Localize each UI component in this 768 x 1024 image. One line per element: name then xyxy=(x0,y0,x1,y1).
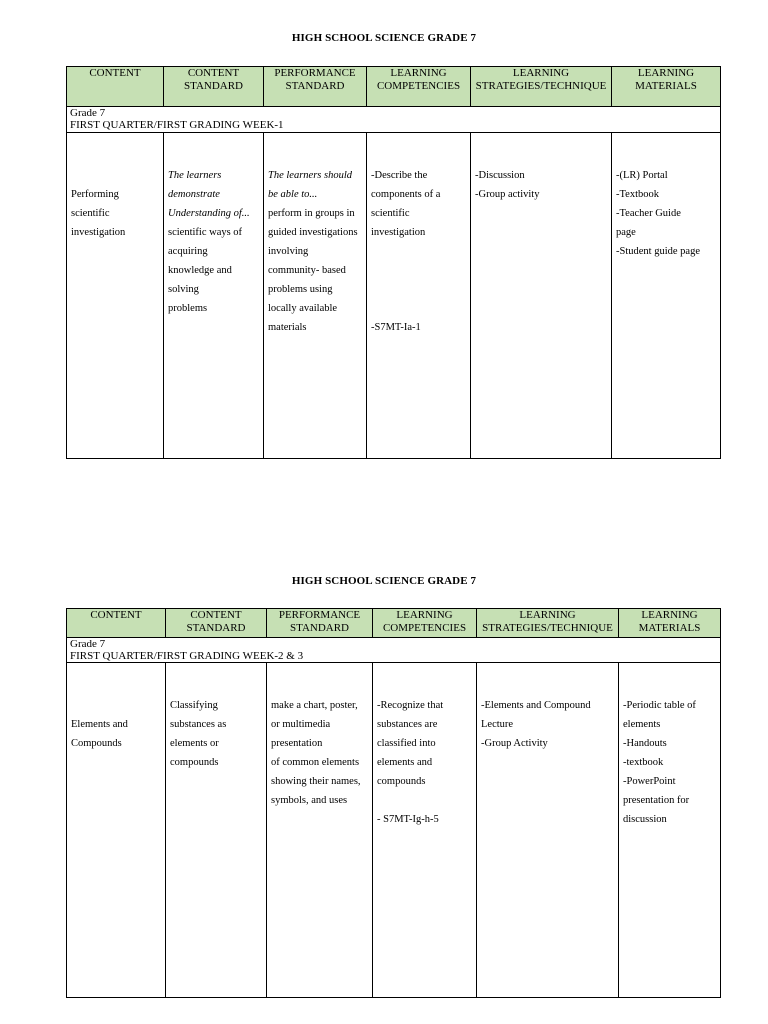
competency-code: - S7MT-Ig-h-5 xyxy=(377,814,439,825)
grade-period-row xyxy=(67,638,721,663)
content-cell: Performing scientific investigation xyxy=(67,133,164,459)
page-title-1: HIGH SCHOOL SCIENCE GRADE 7 xyxy=(291,32,477,44)
content-row xyxy=(67,133,721,459)
materials-cell: -Periodic table of elements -Handouts -textbook -PowerPoint presentation for discussion xyxy=(619,663,721,998)
header-learning-strategies: LEARNING STRATEGIES/TECHNIQUE xyxy=(471,67,612,107)
header-learning-materials: LEARNING MATERIALS xyxy=(612,67,721,107)
content-standard-cell: The learners demonstrate Understanding of... scientific ways of acquiring knowledge and solving problems xyxy=(164,133,264,459)
header-content-standard: CONTENT STANDARD xyxy=(166,609,267,638)
header-content-standard: CONTENT STANDARD xyxy=(164,67,264,107)
header-learning-competencies: LEARNING COMPETENCIES xyxy=(373,609,477,638)
materials-cell: -(LR) Portal -Textbook -Teacher Guide page -Student guide page xyxy=(612,133,721,459)
lesson-plan-table-week-2-3 xyxy=(66,608,721,998)
period-label: FIRST QUARTER/FIRST GRADING WEEK-1 xyxy=(70,119,284,131)
performance-standard-cell: The learners should be able to... perform in groups in guided investigations involving community- based problems using locally available materials xyxy=(264,133,367,459)
grade-period-row xyxy=(67,107,721,133)
header-row xyxy=(67,67,721,107)
header-content: CONTENT xyxy=(67,67,164,107)
lesson-plan-table-week-1 xyxy=(66,66,721,459)
header-learning-competencies: LEARNING COMPETENCIES xyxy=(367,67,471,107)
grade-period-cell xyxy=(67,107,721,133)
header-performance-standard: PERFORMANCE STANDARD xyxy=(267,609,373,638)
grade-label: Grade 7 xyxy=(70,107,106,119)
strategies-cell: -Elements and Compound Lecture -Group Activity xyxy=(477,663,619,998)
header-learning-strategies: LEARNING STRATEGIES/TECHNIQUE xyxy=(477,609,619,638)
strategies-cell: -Discussion -Group activity xyxy=(471,133,612,459)
content-standard-cell: Classifying substances as elements or compounds xyxy=(166,663,267,998)
content-row xyxy=(67,663,721,998)
competency-code: -S7MT-Ia-1 xyxy=(371,322,421,333)
competencies-cell: -Recognize that substances are classified into elements and compounds - S7MT-Ig-h-5 xyxy=(373,663,477,998)
performance-standard-cell: make a chart, poster, or multimedia presentation of common elements showing their names, symbols, and uses xyxy=(267,663,373,998)
page-title-2: HIGH SCHOOL SCIENCE GRADE 7 xyxy=(291,575,477,587)
grade-period-cell xyxy=(67,638,721,663)
period-label: FIRST QUARTER/FIRST GRADING WEEK-2 & 3 xyxy=(70,650,304,662)
grade-label: Grade 7 xyxy=(70,638,106,650)
header-learning-materials: LEARNING MATERIALS xyxy=(619,609,721,638)
content-cell: Elements and Compounds xyxy=(67,663,166,998)
header-row xyxy=(67,609,721,638)
header-content: CONTENT xyxy=(67,609,166,638)
competencies-cell: -Describe the components of a scientific investigation -S7MT-Ia-1 xyxy=(367,133,471,459)
header-performance-standard: PERFORMANCE STANDARD xyxy=(264,67,367,107)
